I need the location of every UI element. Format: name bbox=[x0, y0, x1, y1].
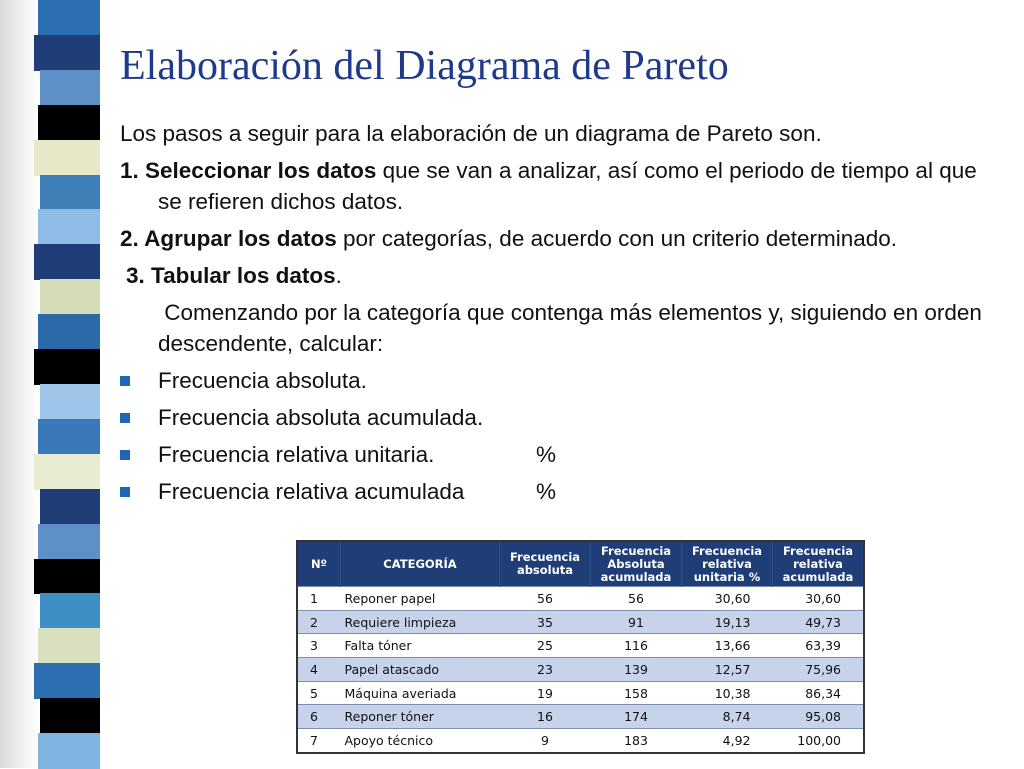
decorative-stripe-bar bbox=[0, 0, 104, 768]
stripe-segment bbox=[40, 384, 100, 420]
bullet-label: Frecuencia absoluta acumulada. bbox=[158, 405, 484, 430]
stripe-segment bbox=[38, 628, 100, 664]
cell-category: Requiere limpieza bbox=[341, 610, 500, 634]
cell-rel-unit: 13,66 bbox=[682, 634, 773, 658]
cell-rel-cum: 30,60 bbox=[773, 587, 865, 611]
cell-number: 7 bbox=[297, 729, 341, 753]
bullet-item bbox=[120, 476, 1000, 507]
step-3 bbox=[120, 260, 1000, 291]
cell-rel-unit: 19,13 bbox=[682, 610, 773, 634]
step-3-detail: Comenzando por la categoría que contenga más elementos y, siguiendo en orden descendente, calcular: bbox=[158, 300, 989, 356]
cell-abs-freq: 23 bbox=[500, 658, 591, 682]
cell-category: Papel atascado bbox=[341, 658, 500, 682]
stripe-segment bbox=[40, 698, 100, 734]
stripe-segment bbox=[34, 140, 100, 176]
stripe-segment bbox=[40, 175, 100, 211]
square-bullet-icon bbox=[120, 376, 130, 386]
stripe-segment bbox=[38, 209, 100, 245]
cell-rel-cum: 75,96 bbox=[773, 658, 865, 682]
cell-rel-cum: 86,34 bbox=[773, 681, 865, 705]
cell-category: Reponer tóner bbox=[341, 705, 500, 729]
cell-category: Reponer papel bbox=[341, 587, 500, 611]
cell-category: Apoyo técnico bbox=[341, 729, 500, 753]
stripe-segment bbox=[38, 419, 100, 455]
square-bullet-icon bbox=[120, 487, 130, 497]
step-1-text: que se van a analizar, así como el periodo de tiempo al que se refieren dichos datos. bbox=[158, 158, 977, 214]
cell-abs-freq: 56 bbox=[500, 587, 591, 611]
bullet-item bbox=[120, 439, 1000, 470]
cell-category: Falta tóner bbox=[341, 634, 500, 658]
stripe-segment bbox=[34, 559, 100, 595]
cell-abs-cum: 116 bbox=[591, 634, 682, 658]
cell-abs-cum: 139 bbox=[591, 658, 682, 682]
bullet-suffix: % bbox=[536, 479, 557, 504]
cell-number: 2 bbox=[297, 610, 341, 634]
bullet-item bbox=[120, 365, 1000, 396]
cell-abs-freq: 19 bbox=[500, 681, 591, 705]
cell-abs-cum: 91 bbox=[591, 610, 682, 634]
cell-rel-unit: 8,74 bbox=[682, 705, 773, 729]
step-3-heading: 3. Tabular los datos bbox=[126, 263, 336, 288]
step-2-heading: 2. Agrupar los datos bbox=[120, 226, 337, 251]
cell-number: 5 bbox=[297, 681, 341, 705]
cell-abs-cum: 56 bbox=[591, 587, 682, 611]
cell-rel-unit: 10,38 bbox=[682, 681, 773, 705]
cell-rel-unit: 4,92 bbox=[682, 729, 773, 753]
step-1-heading: 1. Seleccionar los datos bbox=[120, 158, 377, 183]
bullet-label: Frecuencia relativa acumulada bbox=[158, 479, 465, 504]
bullet-suffix: % bbox=[536, 442, 557, 467]
table-row bbox=[297, 729, 864, 753]
cell-abs-freq: 25 bbox=[500, 634, 591, 658]
cell-number: 4 bbox=[297, 658, 341, 682]
step-1 bbox=[120, 155, 1000, 217]
stripe-segment bbox=[38, 0, 100, 36]
cell-number: 3 bbox=[297, 634, 341, 658]
stripe-segment bbox=[38, 733, 100, 769]
step-2-text: por categorías, de acuerdo con un criterio determinado. bbox=[336, 226, 898, 251]
header-rel-cum: Frecuencia relativa acumulada bbox=[773, 541, 865, 587]
stripe-segment bbox=[34, 244, 100, 280]
header-abs-freq: Frecuencia absoluta bbox=[500, 541, 591, 587]
table-row bbox=[297, 610, 864, 634]
cell-rel-cum: 49,73 bbox=[773, 610, 865, 634]
square-bullet-icon bbox=[120, 413, 130, 423]
slide-body bbox=[120, 118, 1000, 513]
cell-abs-freq: 9 bbox=[500, 729, 591, 753]
stripe-segment bbox=[40, 489, 100, 525]
cell-abs-cum: 183 bbox=[591, 729, 682, 753]
cell-number: 6 bbox=[297, 705, 341, 729]
header-number: Nº bbox=[297, 541, 341, 587]
stripe-segment bbox=[34, 454, 100, 490]
stripe-segment bbox=[34, 663, 100, 699]
cell-abs-cum: 158 bbox=[591, 681, 682, 705]
square-bullet-icon bbox=[120, 450, 130, 460]
stripe-segment bbox=[40, 593, 100, 629]
step-2 bbox=[120, 223, 1000, 254]
bullet-label: Frecuencia relativa unitaria. bbox=[158, 442, 435, 467]
cell-rel-cum: 100,00 bbox=[773, 729, 865, 753]
table-header-row bbox=[297, 541, 864, 587]
stripe-segment bbox=[40, 70, 100, 106]
table-row bbox=[297, 705, 864, 729]
cell-rel-cum: 63,39 bbox=[773, 634, 865, 658]
cell-abs-freq: 35 bbox=[500, 610, 591, 634]
bullet-label: Frecuencia absoluta. bbox=[158, 368, 367, 393]
step-3-text: . bbox=[335, 263, 342, 288]
cell-rel-unit: 12,57 bbox=[682, 658, 773, 682]
table-row bbox=[297, 587, 864, 611]
slide-title: Elaboración del Diagrama de Pareto bbox=[120, 43, 729, 89]
cell-abs-cum: 174 bbox=[591, 705, 682, 729]
cell-category: Máquina averiada bbox=[341, 681, 500, 705]
bullet-item bbox=[120, 402, 1000, 433]
stripe-segment bbox=[34, 349, 100, 385]
stripe-segment bbox=[34, 35, 100, 71]
cell-abs-freq: 16 bbox=[500, 705, 591, 729]
header-category: CATEGORÍA bbox=[341, 541, 500, 587]
table-row bbox=[297, 681, 864, 705]
header-abs-cum: Frecuencia Absoluta acumulada bbox=[591, 541, 682, 587]
table-row bbox=[297, 634, 864, 658]
pareto-data-table bbox=[296, 540, 865, 754]
cell-rel-unit: 30,60 bbox=[682, 587, 773, 611]
header-rel-unit: Frecuencia relativa unitaria % bbox=[682, 541, 773, 587]
stripe-segment bbox=[40, 279, 100, 315]
stripe-segment bbox=[38, 524, 100, 560]
cell-number: 1 bbox=[297, 587, 341, 611]
table-row bbox=[297, 658, 864, 682]
intro-text: Los pasos a seguir para la elaboración de un diagrama de Pareto son. bbox=[120, 121, 822, 146]
stripe-segment bbox=[38, 314, 100, 350]
cell-rel-cum: 95,08 bbox=[773, 705, 865, 729]
stripe-segment bbox=[38, 105, 100, 141]
